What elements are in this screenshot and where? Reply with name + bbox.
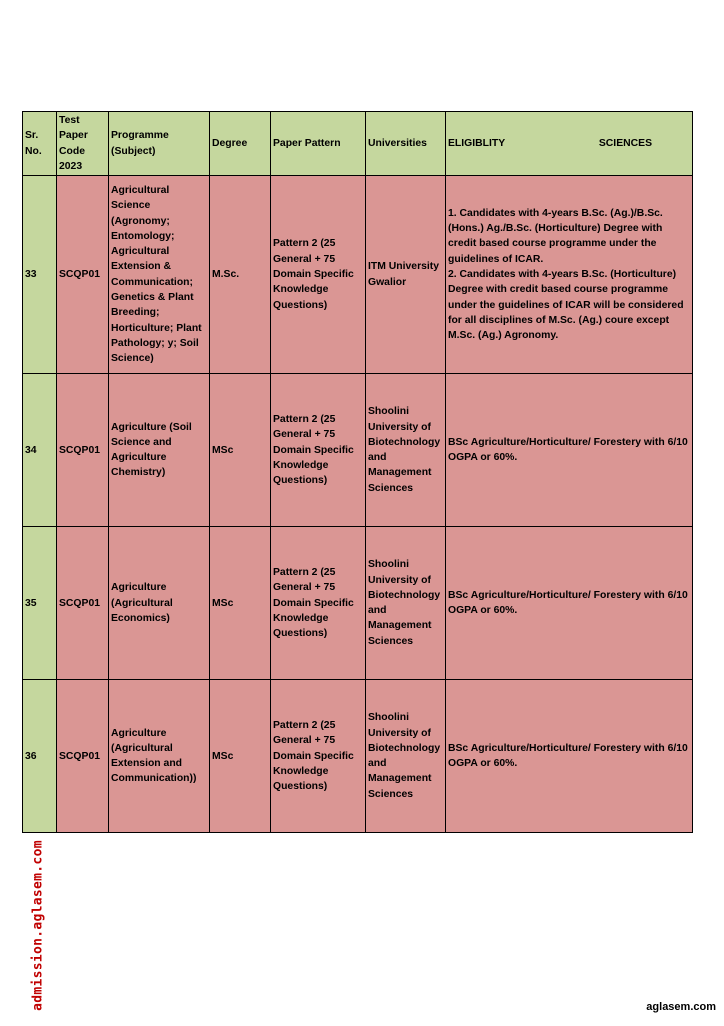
sr-no-cell: 34: [23, 374, 57, 527]
university-cell: ITM University Gwalior: [366, 176, 446, 374]
code-cell: SCQP01: [57, 527, 109, 680]
table-row: [23, 176, 693, 374]
code-cell: SCQP01: [57, 680, 109, 833]
eligibility-table: [22, 111, 693, 833]
programme-cell: Agriculture (Agricultural Extension and Communication)): [109, 680, 210, 833]
header-paper-pattern: Paper Pattern: [271, 112, 366, 176]
header-eligibility-label: ELIGIBLITY: [448, 137, 506, 149]
code-cell: SCQP01: [57, 374, 109, 527]
programme-cell: Agriculture (Soil Science and Agriculture Chemistry): [109, 374, 210, 527]
programme-cell: Agriculture (Agricultural Economics): [109, 527, 210, 680]
degree-cell: MSc: [210, 680, 271, 833]
header-eligibility: [446, 112, 693, 176]
watermark-vertical: admission.aglasem.com: [30, 840, 46, 1011]
header-row: [23, 112, 693, 176]
header-programme: Programme (Subject): [109, 112, 210, 176]
pattern-cell: Pattern 2 (25 General + 75 Domain Specific Knowledge Questions): [271, 527, 366, 680]
eligibility-cell: BSc Agriculture/Horticulture/ Forestery with 6/10 OGPA or 60%.: [446, 527, 693, 680]
code-cell: SCQP01: [57, 176, 109, 374]
university-cell: Shoolini University of Biotechnology and Management Sciences: [366, 374, 446, 527]
header-sr-no: Sr. No.: [23, 112, 57, 176]
pattern-cell: Pattern 2 (25 General + 75 Domain Specific Knowledge Questions): [271, 680, 366, 833]
watermark-footer: aglasem.com: [646, 1001, 716, 1013]
header-sciences-label: SCIENCES: [598, 137, 652, 149]
eligibility-cell: BSc Agriculture/Horticulture/ Forestery with 6/10 OGPA or 60%.: [446, 374, 693, 527]
eligibility-cell: 1. Candidates with 4-years B.Sc. (Ag.)/B.Sc. (Hons.) Ag./B.Sc. (Horticulture) Degree with credit based course programme under the guidelines of ICAR. 2. Candidates with 4-years B.Sc. (Horticulture) Degree with credit based course programme under the guidelines of ICAR will be considered for all disciplines of M.Sc. (Ag.) coure except M.Sc. (Ag.) Agronomy.: [446, 176, 693, 374]
degree-cell: MSc: [210, 527, 271, 680]
sr-no-cell: 33: [23, 176, 57, 374]
sr-no-cell: 35: [23, 527, 57, 680]
header-degree: Degree: [210, 112, 271, 176]
eligibility-cell: BSc Agriculture/Horticulture/ Forestery with 6/10 OGPA or 60%.: [446, 680, 693, 833]
table-row: [23, 527, 693, 680]
sr-no-cell: 36: [23, 680, 57, 833]
pattern-cell: Pattern 2 (25 General + 75 Domain Specific Knowledge Questions): [271, 176, 366, 374]
table-row: [23, 680, 693, 833]
degree-cell: M.Sc.: [210, 176, 271, 374]
programme-cell: Agricultural Science (Agronomy; Entomology; Agricultural Extension & Communication; Genetics & Plant Breeding; Horticulture; Plant Pathology; y; Soil Science): [109, 176, 210, 374]
pattern-cell: Pattern 2 (25 General + 75 Domain Specific Knowledge Questions): [271, 374, 366, 527]
table-row: [23, 374, 693, 527]
degree-cell: MSc: [210, 374, 271, 527]
university-cell: Shoolini University of Biotechnology and Management Sciences: [366, 527, 446, 680]
header-universities: Universities: [366, 112, 446, 176]
header-test-paper-code: Test Paper Code 2023: [57, 112, 109, 176]
university-cell: Shoolini University of Biotechnology and Management Sciences: [366, 680, 446, 833]
